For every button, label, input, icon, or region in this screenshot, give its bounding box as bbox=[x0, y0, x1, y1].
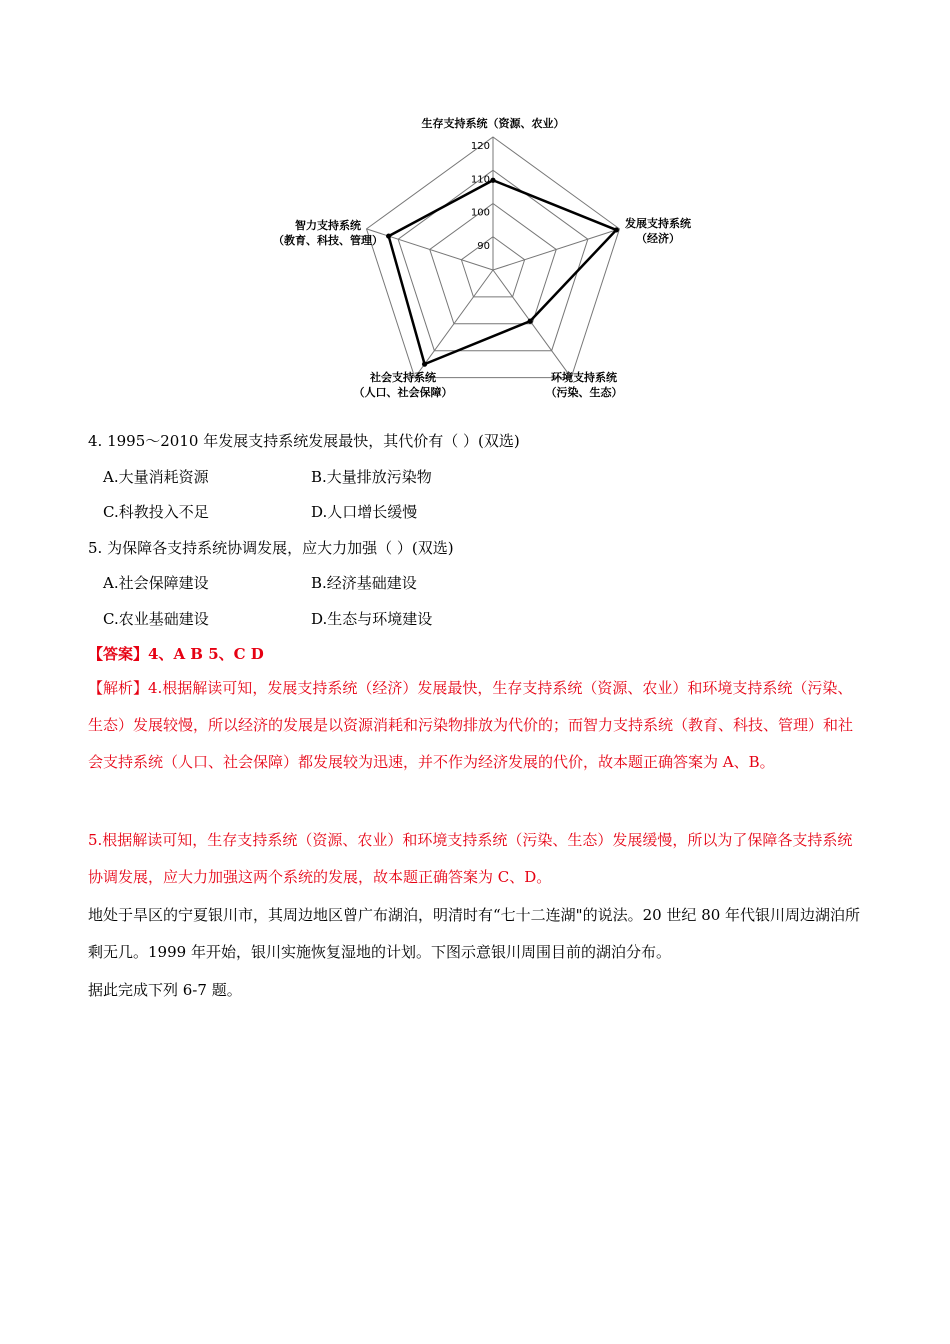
radar-axis-label: 社会支持系统 bbox=[370, 371, 436, 384]
radar-axis-label: 智力支持系统 bbox=[295, 219, 361, 232]
radar-tick-label: 90 bbox=[477, 240, 490, 252]
radar-data-point bbox=[386, 233, 391, 238]
q5-option-a: A.社会保障建设 bbox=[103, 574, 209, 592]
q4-option-d: D.人口增长缓慢 bbox=[311, 503, 418, 521]
radar-tick-label: 120 bbox=[470, 141, 490, 152]
question-4-stem: 4. 1995～2010 年发展支持系统发展最快，其代价有（ ）(双选) bbox=[88, 432, 520, 450]
analysis-q4: 【解析】4.根据解读可知，发展支持系统（经济）发展最快，生存支持系统（资源、农业）和环境支持系统（污染、生态）发展较慢，所以经济的发展是以资源消耗和污染物排放为代价的；而智力支持系统（教育、科技、管理）和社会支持系统（人口、社会保障）都发展较为迅速，并不作为经济发展的代价，故本题正确答案为 A、B。 bbox=[88, 679, 854, 771]
radar-tick-label: 110 bbox=[470, 174, 490, 186]
radar-axis-label: （污染、生态） bbox=[545, 386, 623, 399]
q5-option-c: C.农业基础建设 bbox=[103, 610, 209, 628]
task-line: 据此完成下列 6-7 题。 bbox=[88, 981, 242, 999]
radar-axis-label: （经济） bbox=[636, 232, 680, 245]
radar-spoke bbox=[367, 229, 493, 270]
analysis-q5: 5.根据解读可知，生存支持系统（资源、农业）和环境支持系统（污染、生态）发展缓慢，所以为了保障各支持系统协调发展，应大力加强这两个系统的发展，故本题正确答案为 C、D。 bbox=[88, 831, 853, 886]
q5-option-d: D.生态与环境建设 bbox=[311, 610, 433, 628]
intro-paragraph: 地处于旱区的宁夏银川市，其周边地区曾广布湖泊，明清时有“七十二连湖"的说法。20 世纪 80 年代银川周边湖泊所剩无几。1999 年开始，银川实施恢复湿地的计划。下图示意银川周围目前的湖泊分布。 bbox=[88, 906, 861, 961]
q4-option-c: C.科教投入不足 bbox=[103, 503, 209, 521]
radar-data-point bbox=[528, 319, 533, 324]
radar-axis-label: （教育、科技、管理） bbox=[273, 234, 383, 247]
q4-option-a: A.大量消耗资源 bbox=[103, 468, 209, 486]
radar-chart bbox=[240, 105, 710, 405]
question-5-stem: 5. 为保障各支持系统协调发展，应大力加强（ ）(双选) bbox=[88, 539, 454, 557]
radar-ticks bbox=[471, 141, 490, 252]
radar-axis-label: 生存支持系统（资源、农业） bbox=[421, 117, 565, 130]
radar-series-line bbox=[389, 180, 617, 364]
q4-option-b: B.大量排放污染物 bbox=[311, 468, 432, 486]
radar-axis-label: （人口、社会保障） bbox=[353, 386, 453, 399]
radar-data-point bbox=[490, 178, 495, 183]
radar-spoke bbox=[493, 229, 619, 270]
radar-axis-label: 发展支持系统 bbox=[625, 217, 691, 230]
radar-tick-label: 100 bbox=[470, 207, 490, 219]
answer-line: 【答案】4、A B 5、C D bbox=[88, 645, 264, 663]
radar-data-point bbox=[422, 362, 427, 367]
q5-option-b: B.经济基础建设 bbox=[311, 574, 417, 592]
radar-axis-label: 环境支持系统 bbox=[551, 371, 617, 384]
radar-axis-labels bbox=[273, 116, 691, 399]
radar-data-point bbox=[614, 227, 619, 232]
